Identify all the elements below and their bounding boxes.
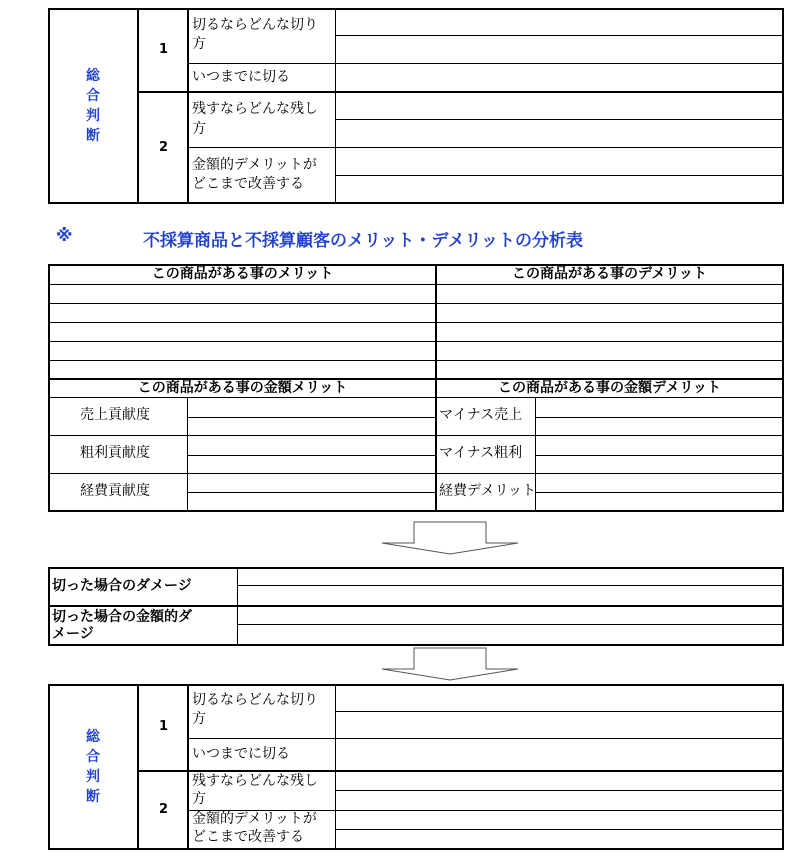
side-label [84, 727, 102, 807]
question-label: 方 [192, 36, 206, 52]
answer-line [335, 35, 784, 36]
divider [237, 567, 238, 646]
demerit-row-label: マイナス粗利 [439, 445, 523, 461]
row-line [48, 360, 784, 361]
side-char: 断 [86, 789, 100, 805]
row-line [48, 303, 784, 304]
answer-line [187, 417, 435, 418]
side-char: 判 [86, 108, 100, 124]
side-char: 合 [86, 749, 100, 765]
demerit-row-label: 経費デメリット [439, 483, 536, 499]
divider [137, 8, 139, 204]
row-number: 2 [159, 140, 169, 155]
answer-line [335, 175, 784, 176]
answer-line [237, 585, 784, 586]
question-label: 切るならどんな切り [192, 17, 318, 33]
question-label: 方 [192, 791, 206, 807]
section-title: 不採算商品と不採算顧客のメリット・デメリットの分析表 [143, 231, 583, 251]
answer-line [237, 624, 784, 625]
divider [187, 8, 189, 204]
side-char: 合 [86, 88, 100, 104]
merit-row-label: 売上貢献度 [80, 407, 150, 423]
merit-row-label: 経費貢献度 [80, 483, 150, 499]
row-separator [137, 91, 784, 93]
answer-line [535, 455, 784, 456]
demerit-header: この商品がある事のデメリット [512, 266, 707, 282]
question-label: 金額的デメリットが [192, 811, 317, 827]
row-number: 1 [159, 42, 169, 57]
row-line [48, 284, 784, 285]
divider [137, 684, 139, 850]
row-separator [187, 63, 784, 64]
down-arrow-icon [380, 521, 520, 555]
question-label: 方 [192, 121, 206, 137]
row-line [48, 473, 435, 474]
row-number: 2 [159, 802, 169, 817]
answer-line [335, 790, 784, 791]
side-label [84, 66, 102, 146]
money-demerit-header: この商品がある事の金額デメリット [498, 380, 721, 396]
table-frame [48, 684, 784, 850]
damage-label: 切った場合のダメージ [52, 578, 192, 594]
demerit-row-label: マイナス売上 [439, 407, 523, 423]
question-label: 切るならどんな切り [192, 692, 318, 708]
row-line [48, 322, 784, 323]
answer-line [335, 119, 784, 120]
question-label: 方 [192, 711, 206, 727]
damage-money-label: 切った場合の金額的ダ [52, 609, 192, 625]
row-separator [187, 738, 784, 739]
row-number: 1 [159, 719, 169, 734]
answer-line [535, 417, 784, 418]
row-separator [48, 605, 784, 607]
divider [187, 684, 189, 850]
row-line [48, 341, 784, 342]
down-arrow-icon [380, 647, 520, 681]
row-separator [137, 770, 784, 772]
question-label: 金額的デメリットが [192, 157, 317, 173]
side-char: 断 [86, 128, 100, 144]
row-line [435, 473, 784, 474]
answer-line [187, 455, 435, 456]
side-char: 判 [86, 769, 100, 785]
answer-line [187, 492, 435, 493]
divider [335, 684, 336, 850]
note-mark: ※ [56, 226, 73, 246]
money-merit-header: この商品がある事の金額メリット [137, 380, 348, 396]
answer-line [335, 711, 784, 712]
answer-line [335, 829, 784, 830]
question-label: どこまで改善する [192, 829, 304, 845]
side-char: 総 [86, 68, 100, 84]
merit-header: この商品がある事のメリット [151, 266, 334, 282]
row-line [48, 397, 784, 398]
question-label: いつまでに切る [192, 746, 290, 762]
question-label: 残すならどんな残し [192, 101, 318, 117]
question-label: いつまでに切る [192, 69, 290, 85]
answer-line [535, 492, 784, 493]
damage-money-label: メージ [52, 626, 94, 642]
question-label: どこまで改善する [192, 176, 304, 192]
side-char: 総 [86, 729, 100, 745]
merit-row-label: 粗利貢献度 [80, 445, 150, 461]
row-line [48, 435, 435, 436]
question-label: 残すならどんな残し [192, 773, 318, 789]
row-separator [187, 147, 784, 148]
row-line [435, 435, 784, 436]
